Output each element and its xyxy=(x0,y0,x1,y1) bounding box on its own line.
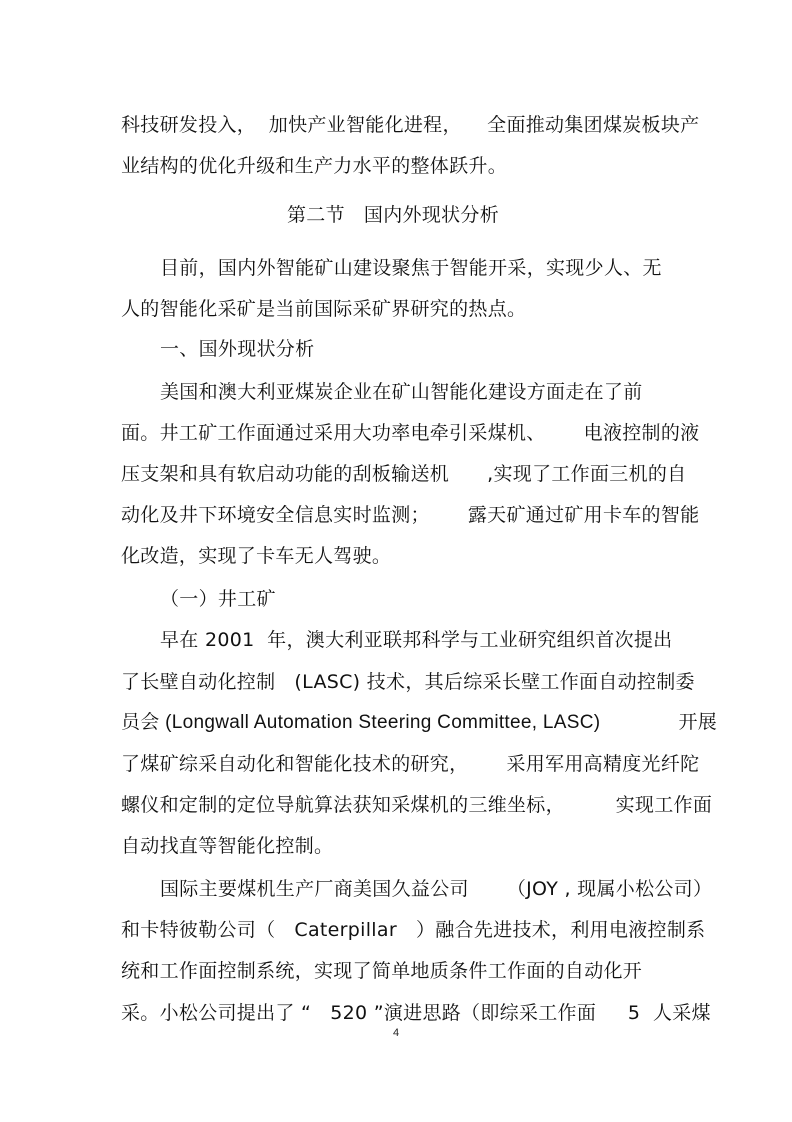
paragraph-line: 统和工作面控制系统，实现了简单地质条件工作面的自动化开 xyxy=(121,960,643,982)
paragraph-line: 采。小松公司提出了 “ 520 ”演进思路（即综采工作面 5 人采煤 xyxy=(121,1002,711,1024)
paragraph-line: 化改造，实现了卡车无人驾驶。 xyxy=(121,545,392,567)
paragraph-line: 目前，国内外智能矿山建设聚焦于智能开采，实现少人、无 xyxy=(160,257,662,279)
paragraph-line: 员会 (Longwall Automation Steering Committee, LASC) 开展 xyxy=(121,712,718,733)
paragraph-line: 人的智能化采矿是当前国际采矿界研究的热点。 xyxy=(121,298,527,320)
subsection-heading: （一）井工矿 xyxy=(160,588,276,610)
paragraph-line: 美国和澳大利亚煤炭企业在矿山智能化建设方面走在了前 xyxy=(160,381,643,403)
paragraph-line: 了长壁自动化控制 (LASC) 技术，其后综采长壁工作面自动控制委 xyxy=(121,671,695,693)
paragraph-line: 早在 2001 年，澳大利亚联邦科学与工业研究组织首次提出 xyxy=(160,629,673,651)
paragraph-line: 动化及井下环境安全信息实时监测； 露天矿通过矿用卡车的智能 xyxy=(121,504,700,526)
paragraph-line: 压支架和具有软启动功能的刮板输送机 ,实现了工作面三机的自 xyxy=(121,463,687,485)
paragraph-line: 和卡特彼勒公司（ Caterpillar ）融合先进技术，利用电液控制系 xyxy=(121,919,706,941)
section-heading: 第二节 国内外现状分析 xyxy=(287,204,500,226)
paragraph-line: 科技研发投入， 加快产业智能化进程， 全面推动集团煤炭板块产 xyxy=(121,114,700,136)
paragraph-line: 了煤矿综采自动化和智能化技术的研究， 采用军用高精度光纤陀 xyxy=(121,753,700,775)
paragraph-line: 自动找直等智能化控制。 xyxy=(121,835,334,857)
page-number: 4 xyxy=(392,1027,400,1039)
paragraph-line: 业结构的优化升级和生产力水平的整体跃升。 xyxy=(121,155,508,177)
paragraph-line: 螺仪和定制的定位导航算法获知采煤机的三维坐标， 实现工作面 xyxy=(121,794,713,816)
paragraph-line: 面。井工矿工作面通过采用大功率电牵引采煤机、 电液控制的液 xyxy=(121,422,700,444)
paragraph-line: 国际主要煤机生产厂商美国久益公司 （JOY , 现属小松公司） xyxy=(160,878,713,900)
subsection-heading: 一、国外现状分析 xyxy=(160,338,315,360)
